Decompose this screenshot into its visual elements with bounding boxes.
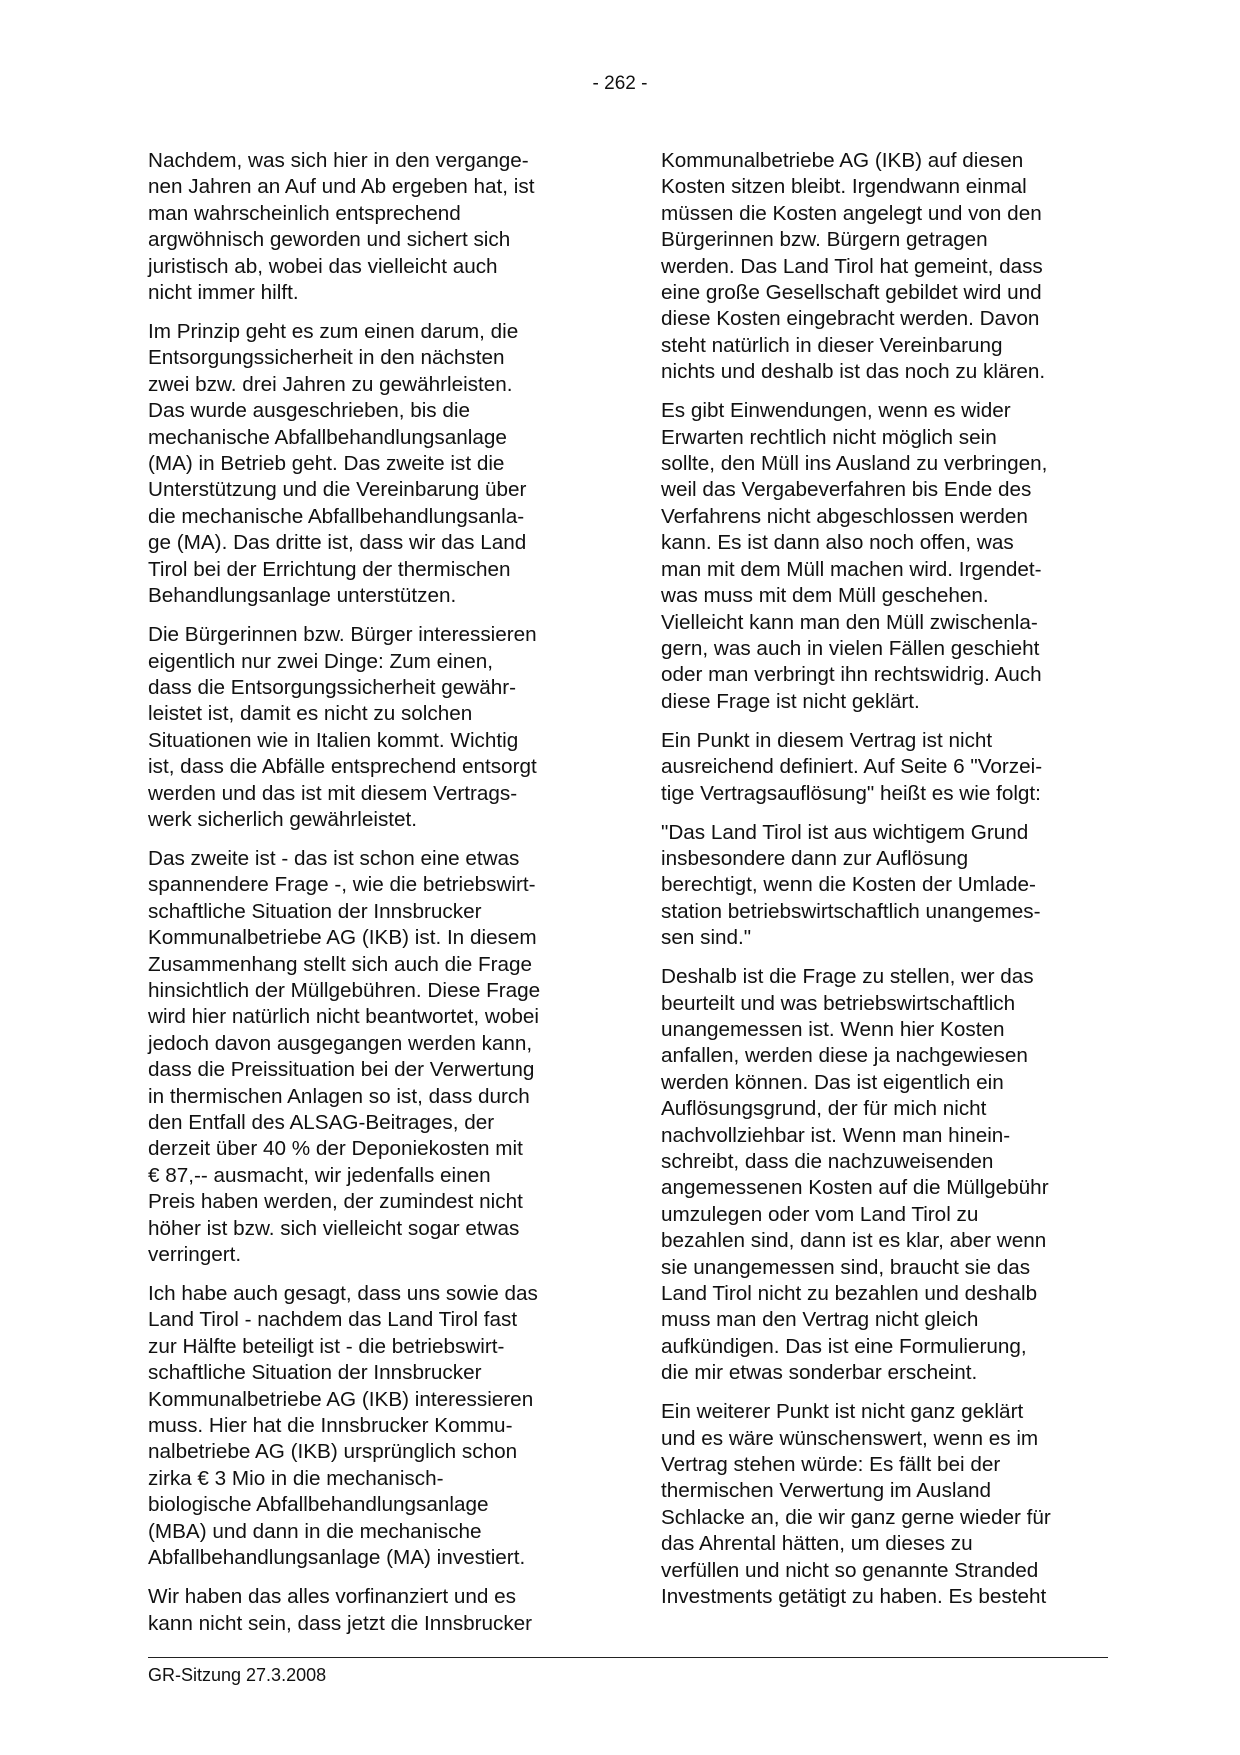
paragraph: Deshalb ist die Frage zu stellen, wer das beurteilt und was betriebswirtschaftlich unangemessen ist. Wenn hier Kosten anfallen, werden diese ja nachgewiesen werden können. Das ist eigentlich ein Auflösungsgrund, der für mich nicht nachvollziehbar ist. Wenn man hinein- schreibt, dass die nachzuweisenden angemessenen Kosten auf die Müllgebühr umzulegen oder vom Land Tirol zu bezahlen sind, dann ist es klar, aber wenn sie unangemessen sind, braucht sie das Land Tirol nicht zu bezahlen und deshalb muss man den Vertrag nicht gleich aufkündigen. Das ist eine Formulierung, die mir etwas sonderbar erscheint. [661, 965, 1049, 1385]
paragraph: Die Bürgerinnen bzw. Bürger interessieren eigentlich nur zwei Dinge: Zum einen, dass die Entsorgungssicherheit gewähr- leistet ist, damit es nicht zu solchen Situationen wie in Italien kommt. Wichtig ist, dass die Abfälle entsprechend entsorgt werden und das ist mit diesem Vertrags- werk sicherlich gewährleistet. [148, 623, 537, 831]
paragraph: Wir haben das alles vorfinanziert und es kann nicht sein, dass jetzt die Innsbrucker [148, 1585, 533, 1635]
paragraph: Kommunalbetriebe AG (IKB) auf diesen Kosten sitzen bleibt. Irgendwann einmal müssen die Kosten angelegt und von den Bürgerinnen bzw. Bürgern getragen werden. Das Land Tirol hat gemeint, dass eine große Gesellschaft gebildet wird und diese Kosten eingebracht werden. Davon steht natürlich in dieser Vereinbarung nichts und deshalb ist das noch zu klären. [661, 149, 1046, 384]
footer-text: GR-Sitzung 27.3.2008 [148, 1665, 327, 1685]
paragraph: Es gibt Einwendungen, wenn es wider Erwarten rechtlich nicht möglich sein sollte, den Müll ins Ausland zu verbringen, weil das Vergabeverfahren bis Ende des Verfahrens nicht abgeschlossen werden kann. Es ist dann also noch offen, was man mit dem Müll machen wird. Irgendet- was muss mit dem Müll geschehen. Vielleicht kann man den Müll zwischenla- gern, was auch in vielen Fällen geschieht oder man verbringt ihn rechtswidrig. Auch diese Frage ist nicht geklärt. [661, 399, 1048, 713]
page-number: - 262 - [592, 73, 648, 94]
block-quote: "Das Land Tirol ist aus wichtigem Grund insbesondere dann zur Auflösung berechtigt, wenn die Kosten der Umlade- station betriebswirtschaftlich unangemes- sen sind." [661, 820, 1041, 950]
paragraph: Im Prinzip geht es zum einen darum, die Entsorgungssicherheit in den nächsten zwei bzw. drei Jahren zu gewährleisten. Das wurde ausgeschrieben, bis die mechanische Abfallbehandlungsanlage (MA) in Betrieb geht. Das zweite ist die Unterstützung und die Vereinbarung über die mechanische Abfallbehandlungsanla- ge (MA). Das dritte ist, dass wir das Land Tirol bei der Errichtung der thermischen Behandlungsanlage unterstützen. [148, 320, 527, 608]
paragraph: Das zweite ist - das ist schon eine etwas spannendere Frage -, wie die betriebswirt- schaftliche Situation der Innsbrucker Kommunalbetriebe AG (IKB) ist. In diesem Zusammenhang stellt sich auch die Frage hinsichtlich der Müllgebühren. Diese Frage wird hier natürlich nicht beantwortet, wobei jedoch davon ausgegangen werden kann, dass die Preissituation bei der Verwertung in thermischen Anlagen so ist, dass durch den Entfall des ALSAG-Beitrages, der derzeit über 40 % der Deponiekosten mit € 87,-- ausmacht, wir jedenfalls einen Preis haben werden, der zumindest nicht höher ist bzw. sich vielleicht sogar etwas verringert. [148, 846, 541, 1267]
left-column [148, 148, 588, 1650]
paragraph: Ich habe auch gesagt, dass uns sowie das Land Tirol - nachdem das Land Tirol fast zur Hälfte beteiligt ist - die betriebswirt- schaftliche Situation der Innsbrucker Kommunalbetriebe AG (IKB) interessieren muss. Hier hat die Innsbrucker Kommu- nalbetriebe AG (IKB) ursprünglich schon zirka € 3 Mio in die mechanisch- biologische Abfallbehandlungsanlage (MBA) und dann in die mechanische Abfallbehandlungsanlage (MA) investiert. [148, 1282, 538, 1570]
paragraph: Nachdem, was sich hier in den vergange- nen Jahren an Auf und Ab ergeben hat, ist man wahrscheinlich entsprechend argwöhnisch geworden und sichert sich juristisch ab, wobei das vielleicht auch nicht immer hilft. [148, 149, 535, 305]
paragraph: Ein Punkt in diesem Vertrag ist nicht ausreichend definiert. Auf Seite 6 "Vorzei- tige Vertragsauflösung" heißt es wie folgt: [661, 728, 1043, 805]
paragraph: Ein weiterer Punkt ist nicht ganz geklärt und es wäre wünschenswert, wenn es im Vertrag stehen würde: Es fällt bei der thermischen Verwertung im Ausland Schlacke an, die wir ganz gerne wieder für das Ahrental hätten, um dieses zu verfüllen und nicht so genannte Stranded Investments getätigt zu haben. Es besteht [661, 1400, 1051, 1609]
footer-divider [148, 1657, 1108, 1658]
right-column [661, 148, 1101, 1623]
